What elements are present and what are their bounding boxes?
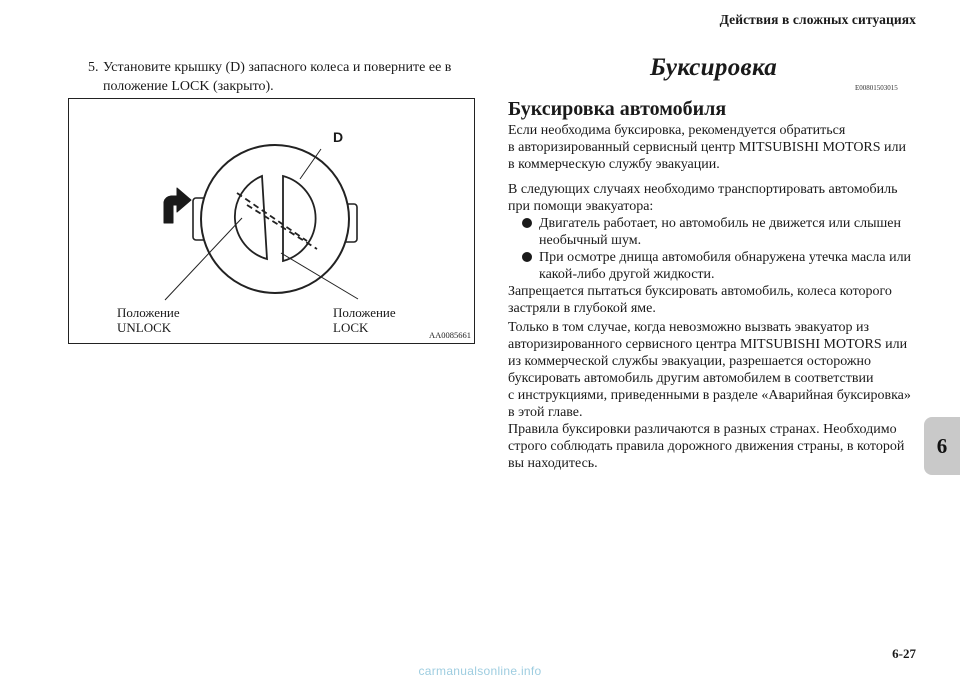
figure-code: AA0085661 bbox=[428, 330, 471, 340]
paragraph-line: Правила буксировки различаются в разных странах. Необходимо bbox=[508, 422, 897, 437]
watermark: carmanualsonline.info bbox=[418, 664, 542, 678]
paragraph-2 bbox=[508, 181, 918, 215]
label-d: D bbox=[333, 129, 344, 145]
paragraph-line: строго соблюдать правила дорожного движения страны, в которой bbox=[508, 439, 905, 454]
paragraph-line: из коммерческой службы эвакуации, разрешается осторожно bbox=[508, 354, 872, 369]
paragraph-line: буксировать автомобиль другим автомобилем в соответствии bbox=[508, 371, 874, 386]
bullet-icon bbox=[522, 252, 532, 262]
bullet-item bbox=[523, 249, 918, 283]
label-lock-line1: Положение bbox=[333, 305, 396, 320]
paragraph-1 bbox=[508, 122, 918, 173]
step-number: 5. bbox=[88, 60, 99, 75]
paragraph-line: в авторизированный сервисный центр MITSUBISHI MOTORS или bbox=[508, 140, 907, 155]
label-unlock-line1: Положение bbox=[117, 305, 180, 320]
paragraph-3 bbox=[508, 283, 918, 317]
paragraph-line: Только в том случае, когда невозможно вызвать эвакуатор из bbox=[508, 320, 869, 335]
paragraph-line: в коммерческую службу эвакуации. bbox=[508, 157, 720, 172]
bullet-line: Двигатель работает, но автомобиль не движется или слышен bbox=[539, 216, 902, 231]
chapter-tab: 6 bbox=[924, 417, 960, 475]
bullet-line: При осмотре днища автомобиля обнаружена утечка масла или bbox=[539, 250, 912, 265]
paragraph-line: вы находитесь. bbox=[508, 456, 598, 471]
paragraph-line: авторизированного сервисного центра MITSUBISHI MOTORS или bbox=[508, 337, 908, 352]
bullet-line: необычный шум. bbox=[539, 233, 642, 248]
label-unlock-line2: UNLOCK bbox=[117, 320, 172, 335]
paragraph-line: Если необходима буксировка, рекомендуется обратиться bbox=[508, 123, 846, 138]
subsection-title: Буксировка автомобиля bbox=[508, 98, 727, 120]
step-text: Установите крышку (D) запасного колеса и поверните ее в положение LOCK (закрыто). bbox=[103, 60, 452, 94]
bullet-icon bbox=[522, 218, 532, 228]
paragraph-line: В следующих случаях необходимо транспортировать автомобиль bbox=[508, 182, 898, 197]
section-code: E00801503015 bbox=[855, 84, 898, 92]
paragraph-line: Запрещается пытаться буксировать автомобиль, колеса которого bbox=[508, 284, 892, 299]
running-header: Действия в сложных ситуациях bbox=[719, 12, 916, 27]
spare-wheel-cover-figure bbox=[68, 98, 475, 344]
section-title: Буксировка bbox=[650, 54, 778, 81]
bullet-line: какой-либо другой жидкости. bbox=[539, 267, 715, 282]
paragraph-line: в этой главе. bbox=[508, 405, 583, 420]
label-lock-line2: LOCK bbox=[333, 320, 369, 335]
paragraph-line: застряли в глубокой яме. bbox=[508, 301, 656, 316]
paragraph-line: с инструкциями, приведенными в разделе «Аварийная буксировка» bbox=[508, 388, 911, 403]
paragraph-4 bbox=[508, 319, 918, 472]
bullet-item bbox=[523, 215, 918, 249]
paragraph-line: при помощи эвакуатора: bbox=[508, 199, 654, 214]
page-number: 6-27 bbox=[892, 646, 916, 661]
